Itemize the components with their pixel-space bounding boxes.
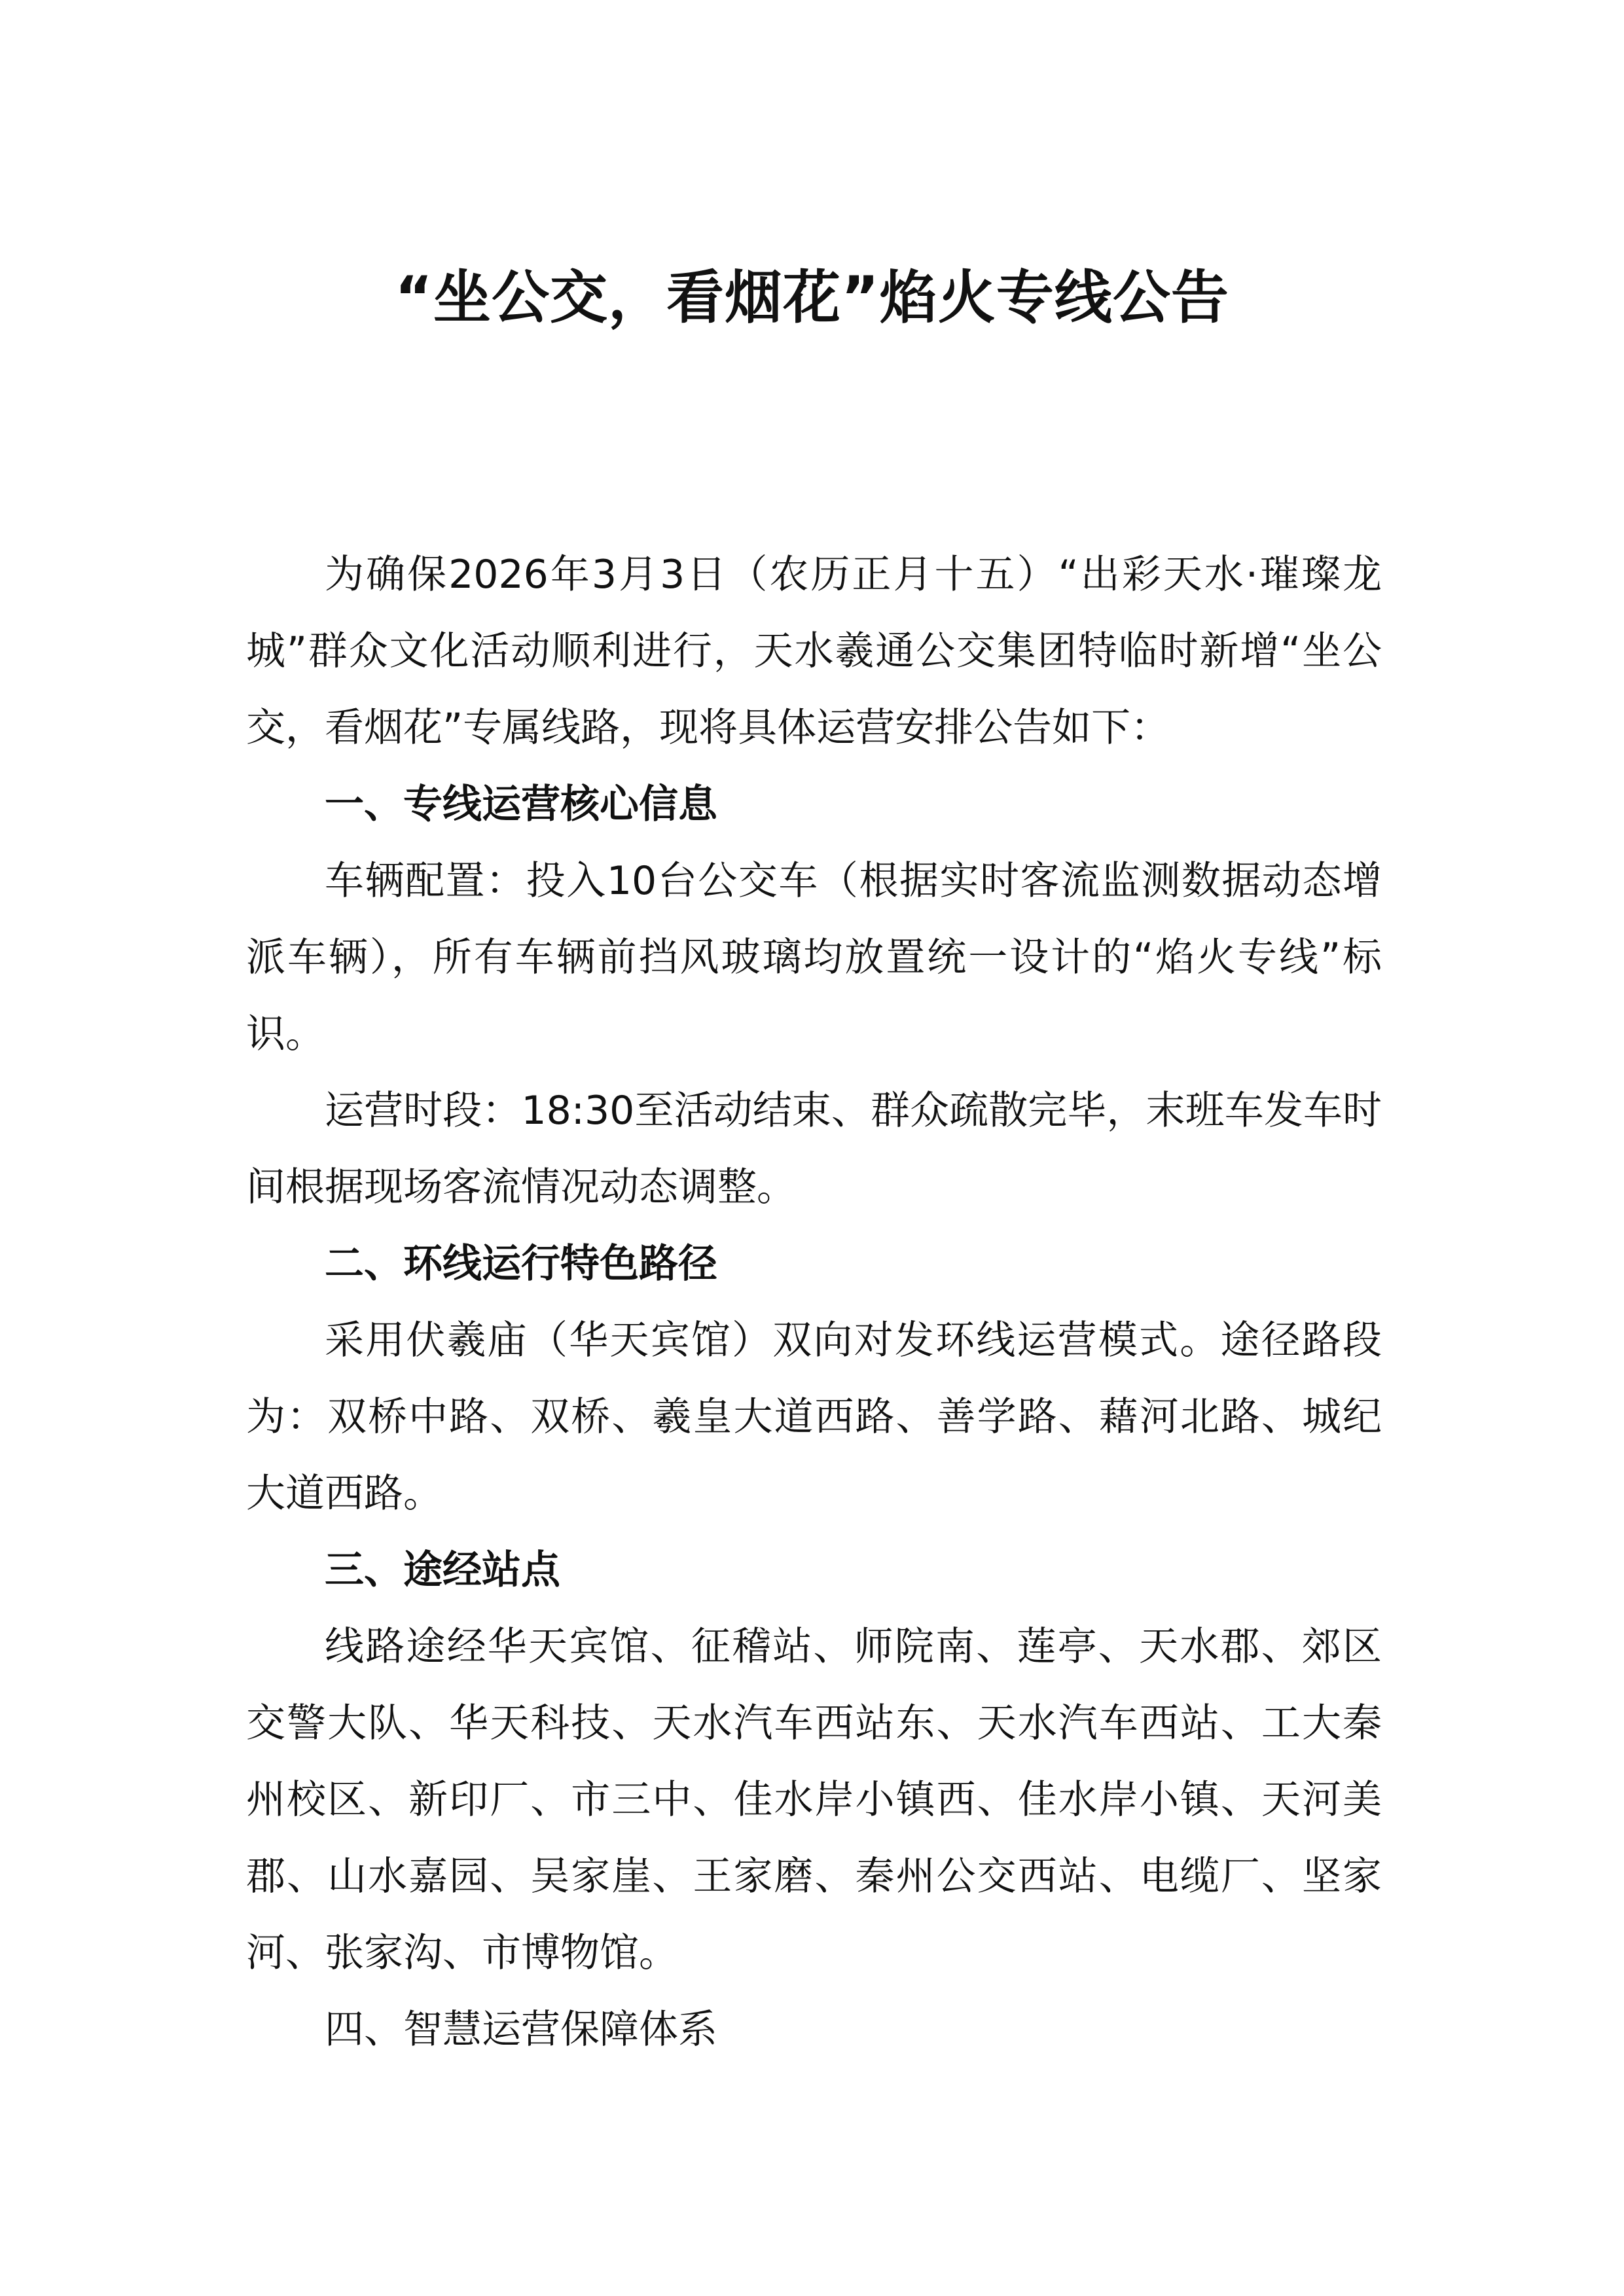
vehicle-config-paragraph: 车辆配置：投入10台公交车（根据实时客流监测数据动态增派车辆），所有车辆前挡风玻璃均放置统一设计的“焰火专线”标识。 [246,858,1382,1057]
section-4-heading: 四、智慧运营保障体系 [325,2007,717,2053]
section-2-heading: 二、环线运行特色路径 [325,1241,717,1287]
operating-hours-paragraph: 运营时段：18:30至活动结束、群众疏散完毕，末班车发车时间根据现场客流情况动态调整。 [246,1088,1382,1210]
document-title: “坐公交，看烟花”焰火专线公告 [395,264,1229,331]
stops-paragraph: 线路途经华天宾馆、征稽站、师院南、莲亭、天水郡、郊区交警大队、华天科技、天水汽车西站东、天水汽车西站、工大秦州校区、新印厂、市三中、佳水岸小镇西、佳水岸小镇、天河美郡、山水嘉园、吴家崖、王家磨、秦州公交西站、电缆厂、坚家河、张家沟、市博物馆。 [246,1624,1382,1976]
route-paragraph: 采用伏羲庙（华天宾馆）双向对发环线运营模式。途径路段为：双桥中路、双桥、羲皇大道西路、善学路、藉河北路、城纪大道西路。 [246,1318,1382,1516]
intro-paragraph: 为确保2026年3月3日（农历正月十五）“出彩天水·璀璨龙城”群众文化活动顺利进行，天水羲通公交集团特临时新增“坐公交，看烟花”专属线路，现将具体运营安排公告如下： [246,552,1382,751]
section-1-heading: 一、专线运营核心信息 [325,781,717,827]
section-3-heading: 三、途经站点 [325,1547,560,1593]
document-body [246,537,1382,2068]
